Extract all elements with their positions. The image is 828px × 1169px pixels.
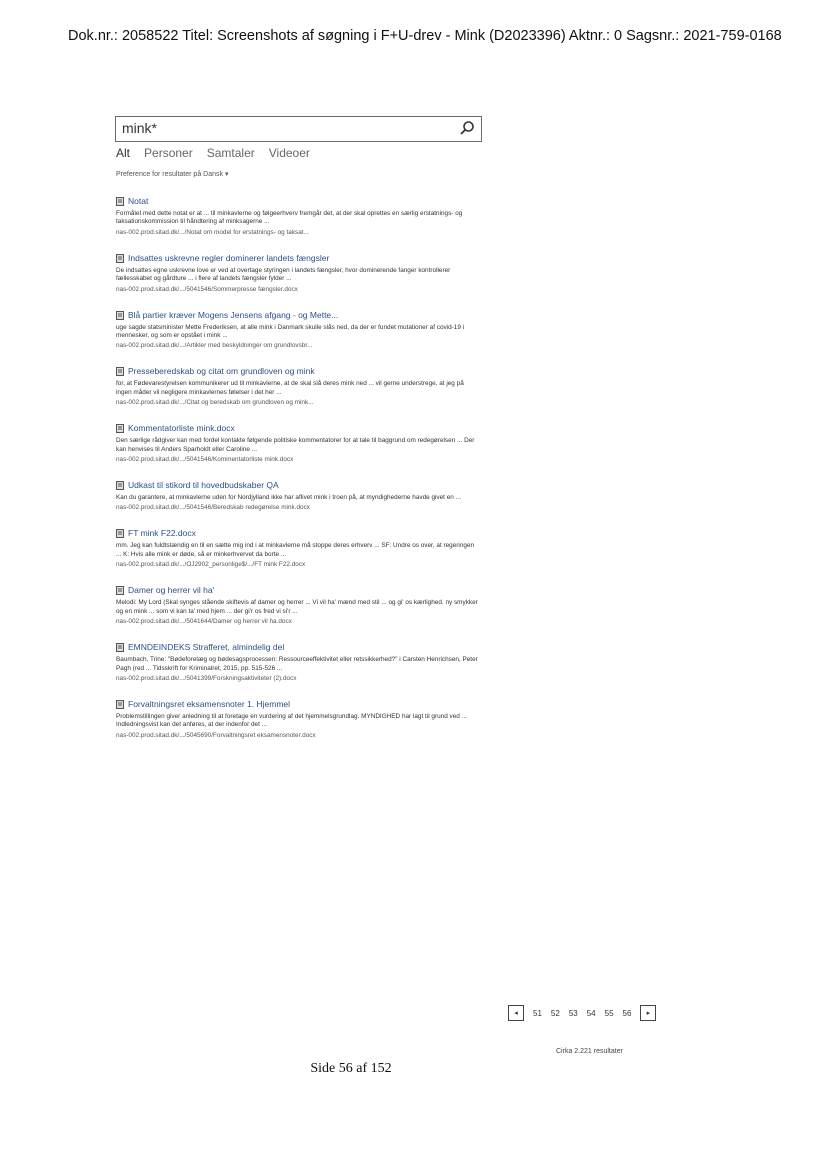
prev-page-button[interactable]: ◂ [508, 1005, 524, 1021]
search-tabs [116, 146, 310, 160]
pagination [508, 1005, 656, 1021]
result-title[interactable] [116, 480, 481, 491]
result-item [116, 642, 481, 682]
document-icon [116, 529, 124, 538]
result-title-text[interactable]: Damer og herrer vil ha' [128, 585, 215, 596]
page-footer: Side 56 af 152 [310, 1061, 392, 1076]
result-title-text[interactable]: Indsattes uskrevne regler dominerer landets fængsler [128, 252, 330, 263]
tab-all[interactable]: Alt [116, 146, 131, 160]
document-icon [116, 586, 124, 595]
result-title[interactable] [116, 585, 481, 596]
result-title[interactable] [116, 423, 481, 434]
search-icon[interactable] [459, 120, 475, 136]
tab-videos[interactable]: Videoer [268, 146, 310, 160]
result-title[interactable] [116, 528, 481, 539]
result-item [116, 196, 481, 236]
result-url[interactable]: nas-002.prod.sitad.dk/.../Notat om model for erstatnings- og taksat... [116, 228, 309, 236]
document-icon [116, 424, 124, 433]
results-list [116, 196, 481, 756]
result-title-text[interactable]: Udkast til stikord til hovedbudskaber QA [128, 480, 279, 491]
result-snippet: uge sagde statsminister Mette Frederiksen, at alle mink i Danmark skulle slås ned, da der er fundet mutationer af covid-19 i mennesker, og som er opstået i mink ... [116, 323, 465, 340]
result-title-text[interactable]: Presseberedskab og citat om grundloven og mink [128, 366, 315, 377]
result-title-text[interactable]: Notat [128, 196, 149, 206]
result-url[interactable]: nas-002.prod.sitad.dk/.../5045690/Forvaltningsret eksamensnoter.docx [116, 731, 316, 739]
result-title-text[interactable]: FT mink F22.docx [128, 528, 196, 539]
result-url[interactable]: nas-002.prod.sitad.dk/.../Citat og beredskab om grundloven og mink... [116, 399, 314, 407]
document-header: Dok.nr.: 2058522 Titel: Screenshots af søgning i F+U-drev - Mink (D2023396) Aktnr.: 0 Sagsnr.: 2021-759-0168 [68, 28, 782, 44]
document-icon [116, 254, 124, 263]
result-item [116, 528, 481, 568]
document-icon [116, 700, 124, 709]
search-box[interactable] [115, 116, 482, 142]
document-icon [116, 367, 124, 376]
result-url[interactable]: nas-002.prod.sitad.dk/.../5041546/Beredskab redegørelse mink.docx [116, 504, 310, 512]
result-title-text[interactable]: Blå partier kræver Mogens Jensens afgang - og Mette... [128, 309, 339, 320]
result-snippet: De indsattes egne uskrevne love er ved at overtage styringen i landets fængsler, hvor dominerende fanger kontrollerer fællesskabet og gårdture ... i flere af landets fængsler fylder ... [116, 266, 451, 283]
result-snippet: Baumbach, Trine: "Bødeforelæg og bødesagsprocessen: Ressourceeffektivitet eller retssikkerhed?" i Carsten Henrichsen, Peter Pagh (red ... Tidsskrift for Kriminalret, 2015, pp. 515-526 ... [116, 656, 478, 672]
result-snippet: Formålet med dette notat er at ... til minkavlerne og følgeerhverv fremgår det, at der skal oprettes en særlig erstatnings- og taksationskommission til håndtering af minksagerne ... [116, 210, 463, 226]
tab-people[interactable]: Personer [144, 146, 193, 160]
tab-conversations[interactable]: Samtaler [206, 146, 255, 160]
result-title[interactable] [116, 642, 481, 653]
result-title[interactable] [116, 699, 481, 710]
result-item [116, 423, 481, 463]
result-title[interactable] [116, 310, 481, 321]
result-item [116, 480, 481, 511]
document-icon [116, 311, 124, 320]
result-snippet: Den særlige rådgiver kan med fordel kontakte følgende politiske kommentatorer for at tale til baggrund om redegørelsen ... Der kan henvises til Anders Sparholdt eller Caroline ... [116, 437, 475, 453]
result-title[interactable] [116, 196, 481, 207]
result-snippet: Melodi: My Lord (Skal synges stående skiftevis af damer og herrer ... Vi vil ha' mænd med stil ... og gi' os kærlighed. ny smykker og en mink ... som vi kan ta' med hjem ... der gi'r os fred vi si'r ... [116, 599, 478, 615]
result-item [116, 310, 481, 350]
page-link[interactable]: 51 [533, 1008, 542, 1018]
result-snippet: for, at Fødevarestyrelsen kommunikerer ud til minkavlerne, at de skal slå deres mink ned ... vil gerne understrege, at jeg på ingen måder vil negligere minkavlernes følelser i det her ... [116, 380, 464, 396]
result-url[interactable]: nas-002.prod.sitad.dk/.../5041399/Forskningsaktiviteter (2).docx [116, 674, 297, 682]
result-url[interactable]: nas-002.prod.sitad.dk/.../Artikler med beskyldninger om grundlovsbr... [116, 342, 313, 350]
result-count: Cirka 2.221 resultater [556, 1048, 623, 1055]
result-item [116, 366, 481, 406]
document-icon [116, 643, 124, 652]
result-snippet: Problemstillingen giver anledning til at foretage en vurdering af det hjemmelsgrundlag. MYNDIGHED har lagt til grund ved ... Indledningsvist kan det anføres, at der indenfor det ... [116, 712, 467, 729]
page-link[interactable]: 52 [550, 1008, 560, 1018]
search-input[interactable] [122, 120, 442, 136]
result-snippet: mm. Jeg kan fuldtstændig en til en sætte mig ind i at minkavlerne må stoppe deres erhverv ... SF: Undre os over, at regeringen ... K: Hvis alle mink er døde, så er minkerhvervet da borte ... [116, 542, 475, 558]
page-link[interactable]: 55 [604, 1008, 614, 1018]
page-link[interactable]: 54 [586, 1008, 596, 1018]
page-link-current[interactable]: 56 [622, 1008, 632, 1018]
document-icon [116, 197, 124, 206]
result-item [116, 253, 481, 293]
result-title[interactable] [116, 253, 481, 264]
result-snippet: Kan du garantere, at minkavlerne uden for Nordjylland ikke har aflivet mink i troen på, at myndighederne havde givet en ... [116, 494, 461, 502]
result-item [116, 699, 481, 739]
language-preference[interactable]: Preference for resultater på Dansk ▾ [116, 171, 229, 178]
page-link[interactable]: 53 [568, 1008, 578, 1018]
result-title[interactable] [116, 366, 481, 377]
result-item [116, 585, 481, 625]
next-page-button[interactable]: ▸ [640, 1005, 656, 1021]
result-url[interactable]: nas-002.prod.sitad.dk/.../5041644/Damer og herrer vil ha.docx [116, 618, 292, 626]
result-url[interactable]: nas-002.prod.sitad.dk/.../OJ2902_personlige$/.../FT mink F22.docx [116, 561, 306, 569]
result-title-text[interactable]: EMNDEINDEKS Strafferet, almindelig del [128, 642, 285, 653]
result-url[interactable]: nas-002.prod.sitad.dk/.../5041546/Kommentatorliste mink.docx [116, 456, 294, 464]
result-title-text[interactable]: Forvaltningsret eksamensnoter 1. Hjemmel [128, 698, 291, 709]
result-url[interactable]: nas-002.prod.sitad.dk/.../5041546/Sommerpresse fængsler.docx [116, 285, 298, 293]
result-title-text[interactable]: Kommentatorliste mink.docx [128, 423, 235, 434]
document-icon [116, 481, 124, 490]
